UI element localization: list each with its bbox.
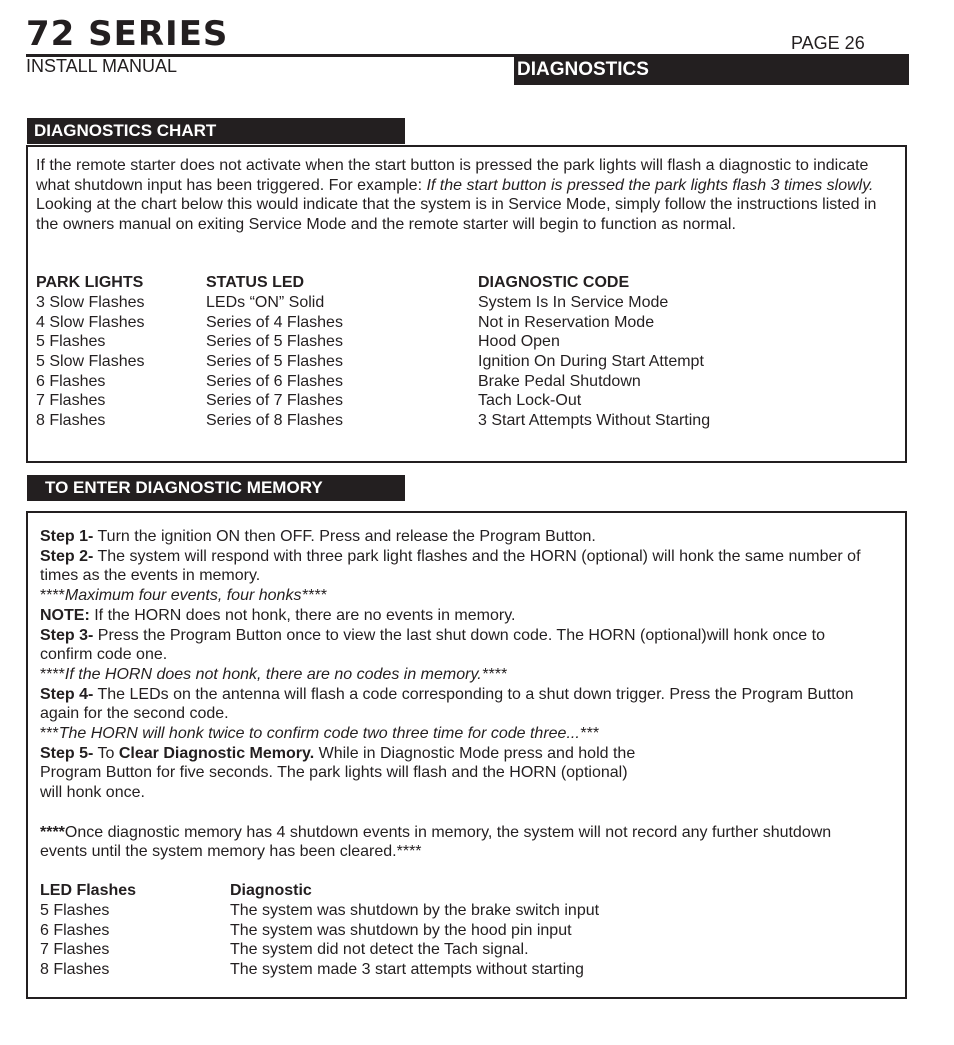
table-cell: Brake Pedal Shutdown bbox=[478, 373, 641, 390]
note-max-events-prefix: **** bbox=[40, 587, 65, 605]
table-cell: Series of 5 Flashes bbox=[206, 353, 343, 370]
memory-warning-text: Once diagnostic memory has 4 shutdown events in memory, the system will not record any further shutdown events until the system memory has been cleared.**** bbox=[40, 823, 832, 861]
table-cell: Not in Reservation Mode bbox=[478, 314, 655, 331]
diagnostic-memory-steps bbox=[40, 527, 880, 862]
step-2 bbox=[40, 547, 880, 586]
table-cell: The system made 3 start attempts without starting bbox=[230, 961, 584, 978]
step-5-line3: will honk once. bbox=[40, 784, 145, 802]
step-2-text: The system will respond with three park light flashes and the HORN (optional) will honk the same number of times as the events in memory. bbox=[40, 547, 861, 585]
column-header-park-lights: PARK LIGHTS bbox=[36, 274, 144, 291]
intro-text-part2: Looking at the chart below this would indicate that the system is in Service Mode, simply follow the instructions listed in the owners manual on exiting Service Mode and the remote starter will begin to function as normal. bbox=[36, 196, 877, 234]
step-5-label: Step 5- bbox=[40, 744, 94, 762]
manual-subtitle: INSTALL MANUAL bbox=[26, 56, 178, 76]
note-no-codes bbox=[40, 665, 880, 685]
table-cell: Series of 4 Flashes bbox=[206, 314, 343, 331]
page-number: PAGE 26 bbox=[791, 33, 865, 53]
intro-text-part1: If the remote starter does not activate when the start button is pressed the park lights will flash a diagnostic to indicate what shutdown input has been triggered. For example: bbox=[36, 157, 869, 194]
note-honk-codes-text: The HORN will honk twice to confirm code two three time for code three...*** bbox=[58, 725, 599, 743]
table-cell: LEDs “ON” Solid bbox=[206, 294, 325, 311]
diagnostics-chart-box bbox=[26, 145, 907, 463]
table-cell: Series of 6 Flashes bbox=[206, 373, 343, 390]
manual-series-title: 72 SERIES bbox=[26, 14, 229, 54]
table-cell: 5 Flashes bbox=[40, 902, 110, 919]
diagnostics-intro-paragraph bbox=[36, 156, 891, 235]
step-5-clear-memory: Clear Diagnostic Memory. bbox=[118, 744, 315, 762]
diagnostics-chart-heading: DIAGNOSTICS CHART bbox=[27, 118, 405, 144]
table-cell: 6 Flashes bbox=[40, 922, 110, 939]
note-label: NOTE: bbox=[40, 606, 90, 624]
step-1 bbox=[40, 527, 880, 547]
step-3-text: Press the Program Button once to view the last shut down code. The HORN (optional)will honk once to confirm code one. bbox=[40, 626, 825, 664]
table-cell: The system was shutdown by the hood pin input bbox=[230, 922, 572, 939]
diagnostic-memory-heading: TO ENTER DIAGNOSTIC MEMORY bbox=[27, 475, 405, 501]
step-4-label: Step 4- bbox=[40, 685, 94, 703]
step-5-to: To bbox=[93, 744, 119, 762]
diagnostic-memory-box bbox=[26, 511, 907, 999]
table-cell: 5 Flashes bbox=[36, 333, 106, 350]
spacer bbox=[40, 803, 880, 823]
note-no-codes-prefix: **** bbox=[40, 665, 65, 683]
step-5 bbox=[40, 744, 880, 764]
column-header-diagnostic: Diagnostic bbox=[230, 882, 312, 899]
note-max-events-text: Maximum four events, four honks**** bbox=[64, 587, 327, 605]
table-cell: Ignition On During Start Attempt bbox=[478, 353, 704, 370]
table-cell: 8 Flashes bbox=[36, 412, 106, 429]
table-cell: Tach Lock-Out bbox=[478, 392, 582, 409]
note-no-events bbox=[40, 606, 880, 626]
column-header-status-led: STATUS LED bbox=[206, 274, 305, 291]
step-4-text: The LEDs on the antenna will flash a code corresponding to a shut down trigger. Press the Program Button again for the second code. bbox=[40, 685, 854, 723]
memory-warning bbox=[40, 823, 880, 862]
table-cell: 7 Flashes bbox=[36, 392, 106, 409]
step-1-text: Turn the ignition ON then OFF. Press and release the Program Button. bbox=[93, 528, 596, 545]
table-cell: The system was shutdown by the brake switch input bbox=[230, 902, 600, 919]
column-header-diagnostic-code: DIAGNOSTIC CODE bbox=[478, 274, 630, 291]
note-honk-codes-prefix: *** bbox=[40, 725, 59, 743]
section-title-bar: DIAGNOSTICS bbox=[514, 55, 909, 85]
step-3-label: Step 3- bbox=[40, 626, 94, 644]
step-3 bbox=[40, 626, 880, 665]
table-cell: 3 Start Attempts Without Starting bbox=[478, 412, 711, 429]
table-cell: Series of 8 Flashes bbox=[206, 412, 343, 429]
table-cell: 3 Slow Flashes bbox=[36, 294, 145, 311]
step-1-label: Step 1- bbox=[40, 528, 94, 545]
table-cell: The system did not detect the Tach signal. bbox=[230, 941, 529, 958]
table-cell: System Is In Service Mode bbox=[478, 294, 669, 311]
note-max-events bbox=[40, 586, 880, 606]
table-cell: 4 Slow Flashes bbox=[36, 314, 145, 331]
table-cell: Series of 7 Flashes bbox=[206, 392, 343, 409]
note-honk-codes bbox=[40, 724, 880, 744]
column-header-led-flashes: LED Flashes bbox=[40, 882, 137, 899]
table-cell: 7 Flashes bbox=[40, 941, 110, 958]
table-cell: Hood Open bbox=[478, 333, 560, 350]
table-cell: Series of 5 Flashes bbox=[206, 333, 343, 350]
table-cell: 8 Flashes bbox=[40, 961, 110, 978]
table-cell: 5 Slow Flashes bbox=[36, 353, 145, 370]
table-cell: 6 Flashes bbox=[36, 373, 106, 390]
memory-warning-prefix: **** bbox=[40, 823, 65, 841]
step-5-line2: Program Button for five seconds. The park lights will flash and the HORN (optional) bbox=[40, 764, 628, 782]
intro-text-example: If the start button is pressed the park lights flash 3 times slowly. bbox=[426, 176, 874, 194]
note-no-codes-text: If the HORN does not honk, there are no codes in memory.**** bbox=[64, 665, 507, 683]
step-2-label: Step 2- bbox=[40, 547, 94, 565]
note-text: If the HORN does not honk, there are no events in memory. bbox=[89, 606, 516, 624]
step-5-line1: While in Diagnostic Mode press and hold the bbox=[314, 744, 636, 762]
step-4 bbox=[40, 685, 880, 724]
